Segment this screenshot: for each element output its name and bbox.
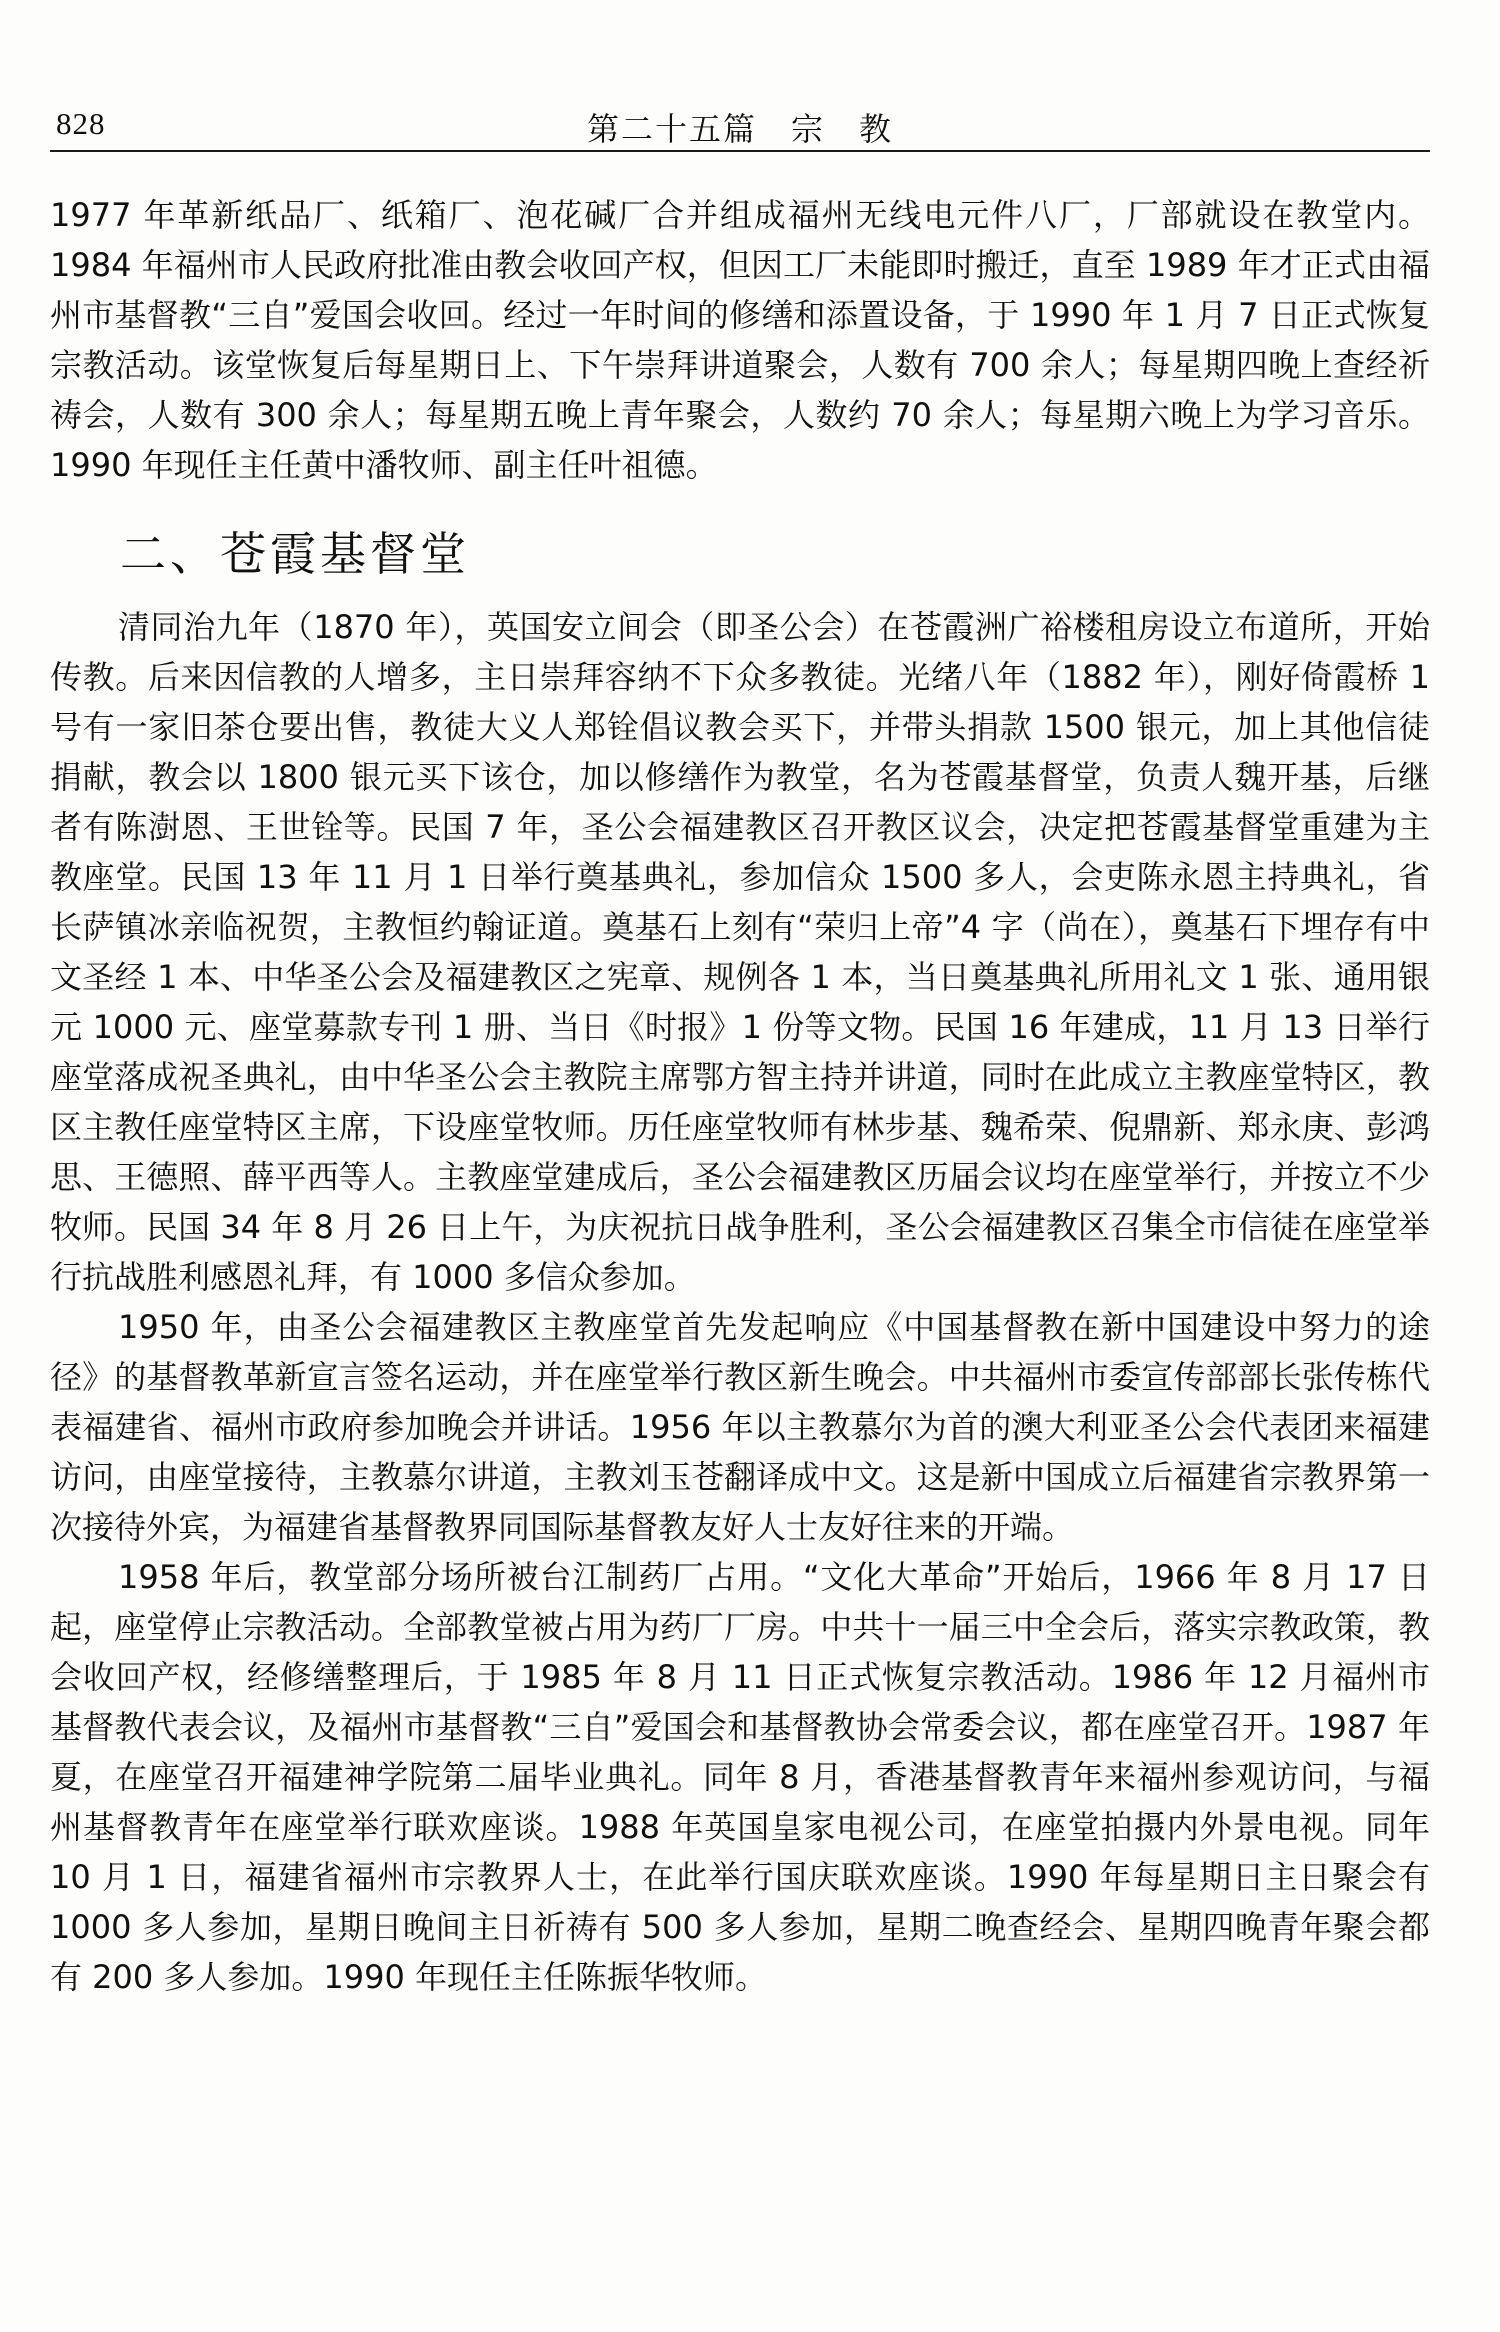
paragraph-1950s: 1950 年，由圣公会福建教区主教座堂首先发起响应《中国基督教在新中国建设中努力的途径》的基督教革新宣言签名运动，并在座堂举行教区新生晚会。中共福州市委宣传部部长张传栋代表福建省、福州市政府参加晚会并讲话。1956 年以主教慕尔为首的澳大利亚圣公会代表团来福建访问，由座堂接待，主教慕尔讲道，主教刘玉苍翻译成中文。这是新中国成立后福建省宗教界第一次接待外宾，为福建省基督教界同国际基督教友好人士友好往来的开端。 xyxy=(50,1308,1430,1546)
page-header xyxy=(50,98,1430,152)
page-number: 828 xyxy=(56,106,106,141)
chapter-title: 第二十五篇 宗 教 xyxy=(586,110,893,148)
paragraph-history: 清同治九年（1870 年），英国安立间会（即圣公会）在苍霞洲广裕楼租房设立布道所，开始传教。后来因信教的人增多，主日崇拜容纳不下众多教徒。光绪八年（1882 年），刚好倚霞桥 1 号有一家旧茶仓要出售，教徒大义人郑铨倡议教会买下，并带头捐款 1500 银元，加上其他信徒捐献，教会以 1800 银元买下该仓，加以修缮作为教堂，名为苍霞基督堂，负责人魏开基，后继者有陈澍恩、王世铨等。民国 7 年，圣公会福建教区召开教区议会，决定把苍霞基督堂重建为主教座堂。民国 13 年 11 月 1 日举行奠基典礼，参加信众 1500 多人，会吏陈永恩主持典礼，省长萨镇冰亲临祝贺，主教恒约翰证道。奠基石上刻有“荣归上帝”4 字（尚在），奠基石下埋存有中文圣经 1 本、中华圣公会及福建教区之宪章、规例各 1 本，当日奠基典礼所用礼文 1 张、通用银元 1000 元、座堂募款专刊 1 册、当日《时报》1 份等文物。民国 16 年建成，11 月 13 日举行座堂落成祝圣典礼，由中华圣公会主教院主席鄂方智主持并讲道，同时在此成立主教座堂特区，教区主教任座堂特区主席，下设座堂牧师。历任座堂牧师有林步基、魏希荣、倪鼎新、郑永庚、彭鸿思、王德照、薛平西等人。主教座堂建成后，圣公会福建教区历届会议均在座堂举行，并按立不少牧师。民国 34 年 8 月 26 日上午，为庆祝抗日战争胜利，圣公会福建教区召集全市信徒在座堂举行抗战胜利感恩礼拜，有 1000 多信众参加。 xyxy=(50,608,1430,1296)
continued-paragraph: 1977 年革新纸品厂、纸箱厂、泡花碱厂合并组成福州无线电元件八厂，厂部就设在教堂内。1984 年福州市人民政府批准由教会收回产权，但因工厂未能即时搬迁，直至 1989 年才正式由福州市基督教“三自”爱国会收回。经过一年时间的修缮和添置设备，于 1990 年 1 月 7 日正式恢复宗教活动。该堂恢复后每星期日上、下午崇拜讲道聚会，人数有 700 余人；每星期四晚上查经祈祷会，人数有 300 余人；每星期五晚上青年聚会，人数约 70 余人；每星期六晚上为学习音乐。1990 年现任主任黄中潘牧师、副主任叶祖德。 xyxy=(50,196,1430,484)
section-heading: 二、苍霞基督堂 xyxy=(120,527,470,581)
continued-paragraph-block xyxy=(50,190,1430,490)
section-body xyxy=(50,602,1430,2002)
paragraph-1958-onward: 1958 年后，教堂部分场所被台江制药厂占用。“文化大革命”开始后，1966 年 8 月 17 日起，座堂停止宗教活动。全部教堂被占用为药厂厂房。中共十一届三中全会后，落实宗教政策，教会收回产权，经修缮整理后，于 1985 年 8 月 11 日正式恢复宗教活动。1986 年 12 月福州市基督教代表会议，及福州市基督教“三自”爱国会和基督教协会常委会议，都在座堂召开。1987 年夏，在座堂召开福建神学院第二届毕业典礼。同年 8 月，香港基督教青年来福州参观访问，与福州基督教青年在座堂举行联欢座谈。1988 年英国皇家电视公司，在座堂拍摄内外景电视。同年 10 月 1 日，福建省福州市宗教界人士，在此举行国庆联欢座谈。1990 年每星期日主日聚会有 1000 多人参加，星期日晚间主日祈祷有 500 多人参加，星期二晚查经会、星期四晚青年聚会都有 200 多人参加。1990 年现任主任陈振华牧师。 xyxy=(50,1558,1430,1996)
